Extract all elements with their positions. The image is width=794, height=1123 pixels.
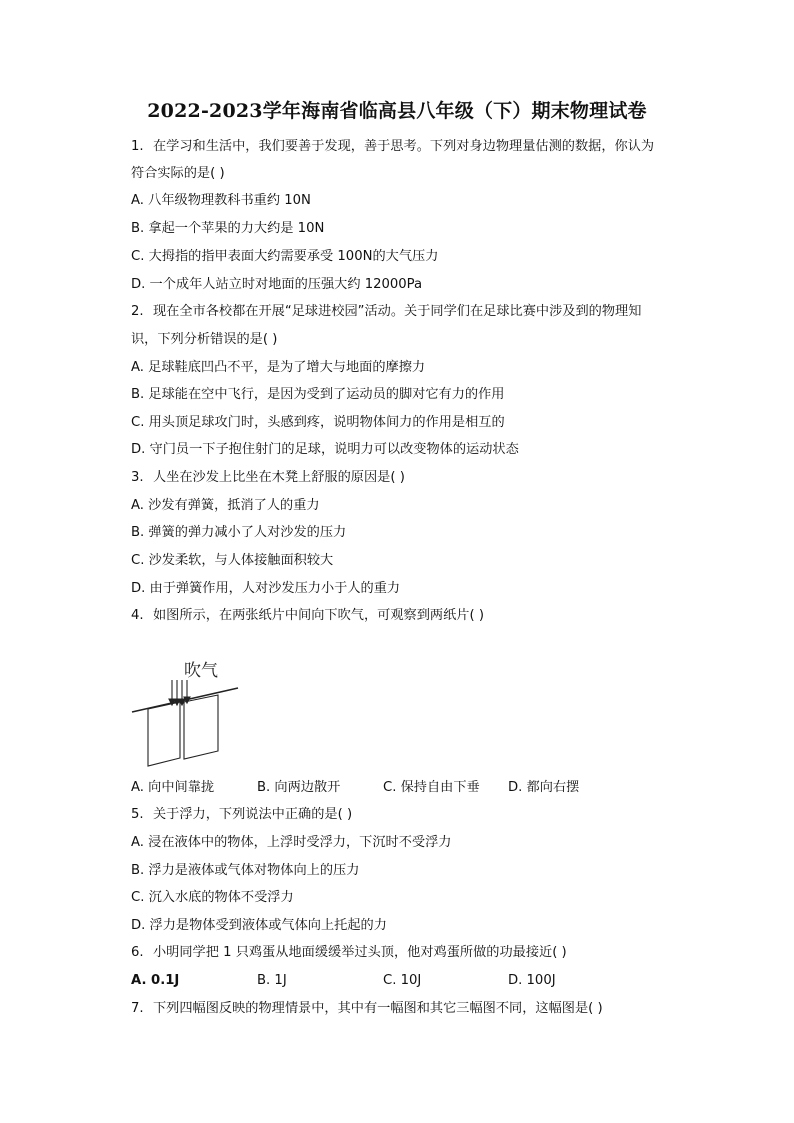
question-2-option-c: C. 用头顶足球攻门时，头感到疼，说明物体间力的作用是相互的 — [131, 415, 505, 430]
question-3-option-b: B. 弹簧的弹力减小了人对沙发的压力 — [131, 525, 347, 540]
question-3-option-d: D. 由于弹簧作用，人对沙发压力小于人的重力 — [131, 581, 401, 596]
figure-label-blow-air: 吹气 — [184, 661, 218, 681]
question-3-number: 3. — [131, 470, 144, 485]
question-5-number: 5. — [131, 807, 144, 822]
question-6-option-d: D. 100J — [508, 973, 556, 988]
question-4-option-d: D. 都向右摆 — [508, 780, 580, 795]
question-4-option-a: A. 向中间靠拢 — [131, 780, 215, 795]
question-5-option-b: B. 浮力是液体或气体对物体向上的压力 — [131, 863, 360, 878]
question-3-stem — [131, 469, 405, 487]
question-5-text: 关于浮力，下列说法中正确的是( ) — [153, 807, 353, 822]
blowing-air-paper-figure — [128, 652, 240, 770]
question-4-text: 如图所示，在两张纸片中间向下吹气，可观察到两纸片( ) — [153, 608, 484, 623]
question-6-option-a: A. 0.1J — [131, 973, 180, 988]
question-5-option-a: A. 浸在液体中的物体，上浮时受浮力，下沉时不受浮力 — [131, 835, 452, 850]
question-4-option-c: C. 保持自由下垂 — [383, 780, 480, 795]
question-1-option-b: B. 拿起一个苹果的力大约是 10N — [131, 221, 325, 236]
question-3-option-c: C. 沙发柔软，与人体接触面积较大 — [131, 553, 334, 568]
question-5-option-c: C. 沉入水底的物体不受浮力 — [131, 890, 294, 905]
question-3-option-a: A. 沙发有弹簧，抵消了人的重力 — [131, 498, 320, 513]
question-6-number: 6. — [131, 945, 144, 960]
question-1-stem-cont: 符合实际的是( ) — [131, 166, 225, 181]
page-title: 2022-2023学年海南省临高县八年级（下）期末物理试卷 — [147, 100, 647, 122]
question-4-number: 4. — [131, 608, 144, 623]
question-1-stem — [131, 138, 654, 156]
question-1-option-a: A. 八年级物理教科书重约 10N — [131, 193, 311, 208]
question-2-stem-cont: 识，下列分析错误的是( ) — [131, 332, 278, 347]
question-6-option-b: B. 1J — [257, 973, 287, 988]
question-2-option-a: A. 足球鞋底凹凸不平，是为了增大与地面的摩擦力 — [131, 360, 426, 375]
question-2-option-b: B. 足球能在空中飞行，是因为受到了运动员的脚对它有力的作用 — [131, 387, 505, 402]
question-6-stem — [131, 944, 567, 962]
question-7-stem — [131, 1000, 603, 1018]
question-4-option-b: B. 向两边散开 — [257, 780, 341, 795]
left-paper-sheet — [148, 702, 180, 766]
question-6-option-c: C. 10J — [383, 973, 422, 988]
question-5-stem — [131, 806, 352, 824]
question-5-option-d: D. 浮力是物体受到液体或气体向上托起的力 — [131, 918, 387, 933]
question-2-stem — [131, 303, 641, 321]
question-1-number: 1. — [131, 139, 144, 154]
question-3-text: 人坐在沙发上比坐在木凳上舒服的原因是( ) — [153, 470, 405, 485]
question-4-stem — [131, 607, 484, 625]
right-paper-sheet — [184, 695, 218, 759]
question-7-text: 下列四幅图反映的物理情景中，其中有一幅图和其它三幅图不同，这幅图是( ) — [153, 1001, 603, 1016]
question-6-text: 小明同学把 1 只鸡蛋从地面缓缓举过头顶，他对鸡蛋所做的功最接近( ) — [153, 945, 567, 960]
question-1-option-c: C. 大拇指的指甲表面大约需要承受 100N的大气压力 — [131, 249, 439, 264]
question-2-text: 现在全市各校都在开展“足球进校园”活动。关于同学们在足球比赛中涉及到的物理知 — [153, 304, 642, 319]
question-1-option-d: D. 一个成年人站立时对地面的压强大约 12000Pa — [131, 277, 423, 292]
question-7-number: 7. — [131, 1001, 144, 1016]
question-1-text: 在学习和生活中，我们要善于发现，善于思考。下列对身边物理量估测的数据，你认为 — [153, 139, 655, 154]
question-2-number: 2. — [131, 304, 144, 319]
question-2-option-d: D. 守门员一下子抱住射门的足球，说明力可以改变物体的运动状态 — [131, 442, 519, 457]
